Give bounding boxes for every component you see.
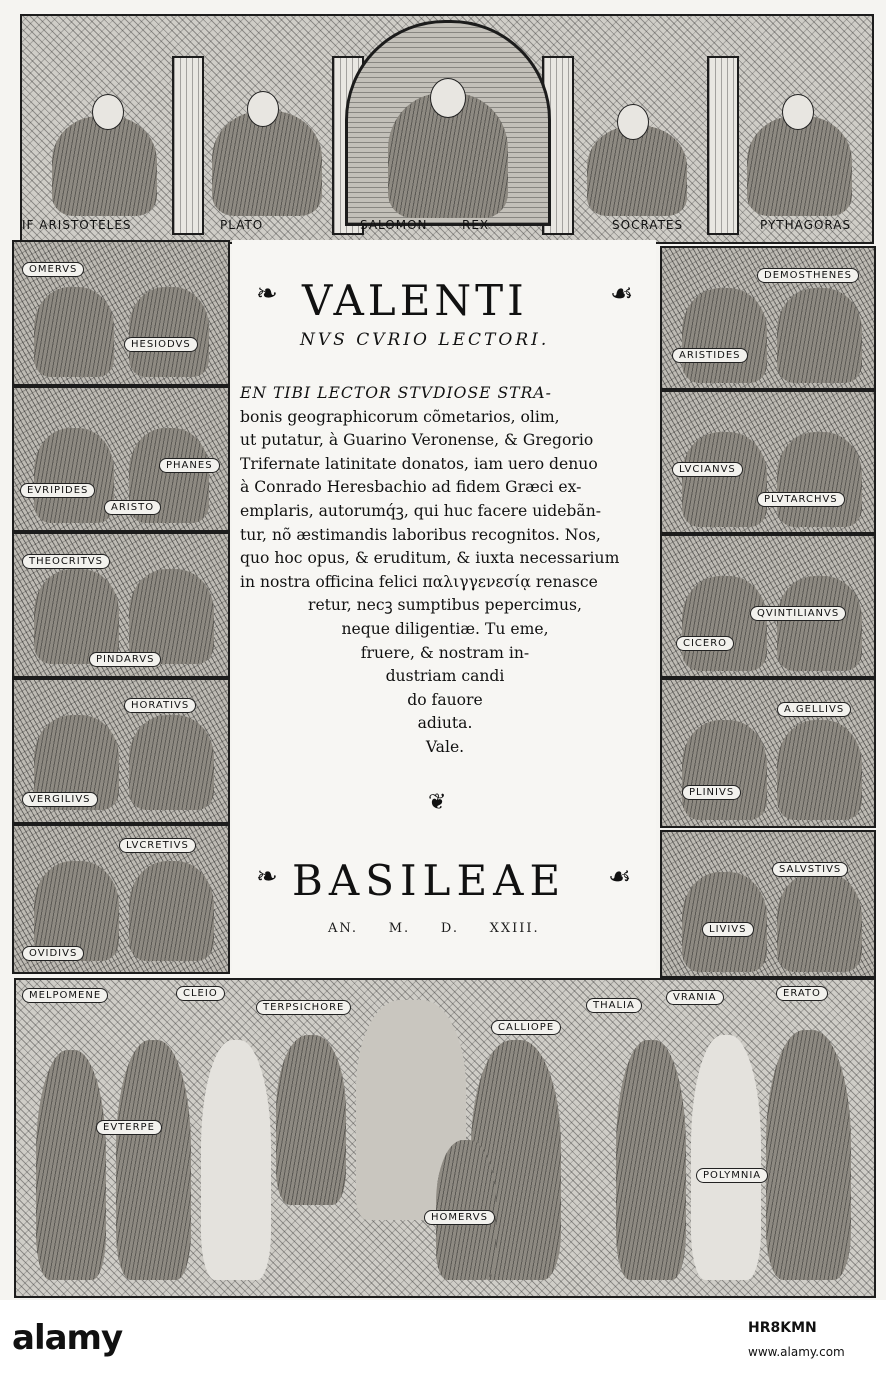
left-panel-5 xyxy=(12,824,230,974)
poet-figure xyxy=(129,715,214,810)
poet-figure xyxy=(129,569,214,664)
page-title: VALENTI xyxy=(302,276,528,325)
scroll-label: PLVTARCHVS xyxy=(757,492,845,507)
scroll-label: HOMERVS xyxy=(424,1210,495,1225)
scroll-label: TERPSICHORE xyxy=(256,1000,351,1015)
scroll-label: ARISTO xyxy=(104,500,161,515)
scroll-label: POLYMNIA xyxy=(696,1168,768,1183)
label-socrates: SOCRATES xyxy=(612,218,684,232)
scroll-label: LVCRETIVS xyxy=(119,838,196,853)
text-line: ut putatur, à Guarino Veronense, & Gregorio xyxy=(240,431,594,450)
column xyxy=(172,56,204,235)
text-line: Trifernate latinitate donatos, iam uero denuo xyxy=(240,454,598,473)
orator-figure xyxy=(777,720,862,820)
philosopher-head xyxy=(782,94,814,130)
left-panel-1 xyxy=(12,240,230,386)
text-line: tur, nõ æstimandis laboribus recognitos. Nos, xyxy=(240,525,601,544)
muse-figure xyxy=(116,1040,191,1280)
orator-figure xyxy=(777,576,862,671)
ornament-icon: ❦ xyxy=(428,790,447,815)
scroll-label: A.GELLIVS xyxy=(777,702,851,717)
label-plato: PLATO xyxy=(220,218,264,232)
text-line: Vale. xyxy=(425,737,465,756)
poet-figure xyxy=(34,428,114,523)
text-line: retur, necꝫ sumptibus pepercimus, xyxy=(307,596,582,615)
orator-figure xyxy=(682,576,767,671)
philosopher-names xyxy=(20,218,870,240)
philosopher-figure xyxy=(212,111,322,216)
muse-figure xyxy=(691,1035,761,1280)
scroll-label: DEMOSTHENES xyxy=(757,268,859,283)
scroll-label: EVRIPIDES xyxy=(20,483,95,498)
text-line: fruere, & nostram in- xyxy=(360,643,530,662)
left-panel-3 xyxy=(12,532,230,678)
alamy-logo: alamy xyxy=(12,1318,123,1358)
left-panel-2 xyxy=(12,386,230,532)
scroll-label: VERGILIVS xyxy=(22,792,98,807)
scroll-label: OMERVS xyxy=(22,262,84,277)
philosopher-head xyxy=(617,104,649,140)
text-line: dustriam candi xyxy=(385,667,505,686)
scroll-label: LIVIVS xyxy=(702,922,754,937)
address-to-reader xyxy=(240,382,650,760)
scroll-label: PHANES xyxy=(159,458,220,473)
date-part: AN. xyxy=(328,921,359,936)
right-panel-4 xyxy=(660,678,876,828)
imprint-city: BASILEAE xyxy=(292,856,567,905)
text-line: do fauore xyxy=(407,690,483,709)
text-line: neque diligentiæ. Tu eme, xyxy=(341,619,549,638)
scroll-label: CICERO xyxy=(676,636,734,651)
label-salomon: SALOMON xyxy=(360,218,428,232)
orator-figure xyxy=(777,872,862,972)
orator-figure xyxy=(777,432,862,527)
right-panel-2 xyxy=(660,390,876,534)
scroll-label: QVINTILIANVS xyxy=(750,606,846,621)
label-pythagoras: PYTHAGORAS xyxy=(760,218,852,232)
orator-figure xyxy=(682,432,767,527)
text-line: EN TIBI LECTOR STVDIOSE STRA- xyxy=(240,384,552,402)
text-line: emplaris, autorumq́ꝫ, qui huc facere uidebãn- xyxy=(240,501,602,520)
text-line: quo hoc opus, & eruditum, & iuxta necessarium xyxy=(240,549,620,568)
scroll-label: MELPOMENE xyxy=(22,988,108,1003)
scroll-label: EVTERPE xyxy=(96,1120,162,1135)
site-url: www.alamy.com xyxy=(748,1345,845,1359)
fleuron-icon: ☙ xyxy=(608,862,632,892)
date-part: M. xyxy=(388,921,411,936)
page-subtitle: NVS CVRIO LECTORI. xyxy=(300,330,550,350)
scroll-label: THEOCRITVS xyxy=(22,554,110,569)
text-line: adiuta. xyxy=(417,714,473,733)
scroll-label: CLEIO xyxy=(176,986,225,1001)
poet-figure xyxy=(129,287,209,377)
date-part: D. xyxy=(440,921,459,936)
scroll-label: THALIA xyxy=(586,998,642,1013)
left-panel-4 xyxy=(12,678,230,824)
scroll-label: VRANIA xyxy=(666,990,724,1005)
image-id: HR8KMN xyxy=(748,1320,817,1336)
text-line: à Conrado Heresbachio ad fidem Græci ex- xyxy=(240,478,582,497)
orator-figure xyxy=(777,288,862,383)
right-panel-3 xyxy=(660,534,876,678)
poet-figure xyxy=(34,287,114,377)
scroll-label: HESIODVS xyxy=(124,337,198,352)
solomon-arch xyxy=(345,20,551,226)
philosopher-head xyxy=(92,94,124,130)
muse-figure xyxy=(766,1030,851,1280)
king-solomon-head xyxy=(430,78,466,118)
imprint-date xyxy=(328,921,540,936)
scroll-label: CALLIOPE xyxy=(491,1020,561,1035)
column xyxy=(707,56,739,235)
text-line: bonis geographicorum cõmetarios, olim, xyxy=(240,407,560,426)
scroll-label: PLINIVS xyxy=(682,785,741,800)
muse-figure xyxy=(616,1040,686,1280)
scroll-label: OVIDIVS xyxy=(22,946,84,961)
muse-figure xyxy=(276,1035,346,1205)
fleuron-icon: ❧ xyxy=(256,862,278,892)
scroll-label: LVCIANVS xyxy=(672,462,743,477)
scroll-label: ARISTIDES xyxy=(672,348,748,363)
right-panel-1 xyxy=(660,246,876,390)
poet-figure xyxy=(34,569,119,664)
scroll-label: PINDARVS xyxy=(89,652,161,667)
bottom-woodcut-muses xyxy=(14,978,876,1298)
fleuron-icon: ☙ xyxy=(610,279,634,309)
philosopher-figure xyxy=(52,116,157,216)
philosopher-head xyxy=(247,91,279,127)
philosopher-figure xyxy=(587,126,687,216)
poet-figure xyxy=(129,861,214,961)
text-line: in nostra officina felici παλιγγενεσίᾳ renasce xyxy=(240,572,598,591)
orator-figure xyxy=(682,720,767,820)
label-aristoteles: IF ARISTOTELES xyxy=(22,218,132,232)
label-rex: REX xyxy=(462,218,490,232)
orator-figure xyxy=(682,288,767,383)
date-part: XXIII. xyxy=(489,921,540,936)
muse-figure xyxy=(36,1050,106,1280)
philosopher-figure xyxy=(747,116,852,216)
fleuron-icon: ❧ xyxy=(256,279,278,309)
right-panel-5 xyxy=(660,830,876,978)
muse-figure xyxy=(201,1040,271,1280)
scroll-label: SALVSTIVS xyxy=(772,862,848,877)
scroll-label: HORATIVS xyxy=(124,698,196,713)
scroll-label: ERATO xyxy=(776,986,828,1001)
